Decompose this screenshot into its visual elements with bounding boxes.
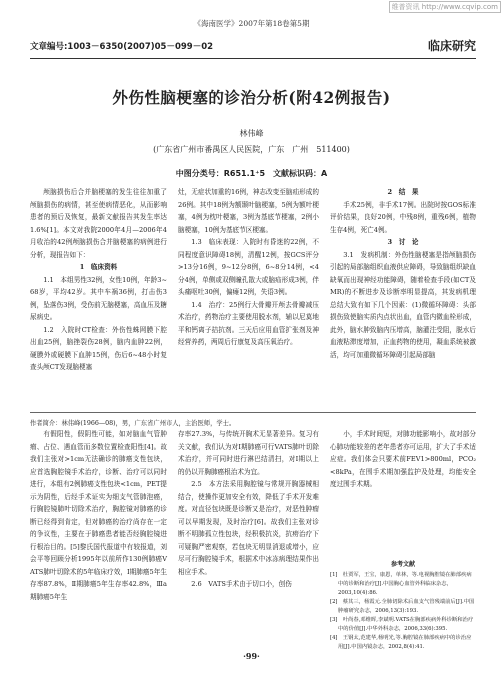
section-label: 临床研究: [427, 39, 476, 53]
paragraph: 有假阳性，假阴性可能，如对脑血气管肿瘤、占位、遇血管而多数位置检查阳性[4]。故我们主张对>1cm无法确诊的肺癌支性包块，应首选胸腔镜手术治疗，诊断、治疗可以同时进行，本组有2例肺癌支性包块<1cm，PET提示为阴性，后经手术证实为细支气管肺泡癌，行胸腔镜肺叶切除术治疗，胸腔镜对肺癌的诊断已经得到肯定，但对肺癌的治疗尚存在一定的争议性，主要在于肺癌患者能否经胸腔镜进行根治目的。[5]黎氏国代报道中有较报道，刘会平等回顾分析1995年以前所作130例肺癌VATS肺叶切除术的5年临床疗效，Ⅰ期肺癌5年生存率87.8%，Ⅱ期肺癌5年生存率42.8%，Ⅲa期肺癌5年生: [30, 430, 167, 601]
reference-item: [1] 杜贾军，王宝，康恩，单林，等.电视胸腔镜在肺部疾病中的诊断和治疗[J].中国胸心血管外科临床杂志，2003,10(4):86.: [330, 572, 472, 596]
references-heading: 参考文献: [390, 561, 415, 568]
author-name: 林伟峰: [239, 129, 264, 138]
reference-item: [3] 叶尚春,邓维晖,李斌明.VATS在胸部疾病外科诊断和治疗中的价值[J].中华外科杂志，2006,33(6):395.: [330, 617, 474, 632]
paragraph: 1.2 入院时CT检查：外伤性蛛网膜下腔出血25例，脑挫裂伤28例，脑内血肿22例，硬膜外或硬膜下血肿15例，伤后6~48小时复查头颅CT发现脑梗塞: [30, 325, 167, 371]
continued-column-3: [330, 428, 476, 491]
author-note: 作者简介：林伟峰(1966—08)，男，广东省广州市人，主治医师，学士。: [30, 420, 236, 427]
paragraph: 灶，无症状加重的16例，神志改变至脑疝形成的26例。其中18例为额颞叶脑梗塞，5例为额叶梗塞，4例为枕叶梗塞，3例为基底节梗塞，2例小脑梗塞，10例为基底节区梗塞。: [178, 188, 319, 234]
watermark-stamp: 维普资讯 http://www.cqvip.com: [389, 1, 501, 13]
paragraph: 颅脑损伤后合并脑梗塞的发生往往加重了颅脑损伤的病情，甚至使病情恶化，从而影响患者的预后及恢复，最新文献报告其发生率达1.6%[1]。本文对我院2000年4月—2006年4月收治的42例颅脑损伤合并脑梗塞的病例进行分析，现报告如下：: [30, 188, 167, 259]
body-column-2: [178, 186, 319, 349]
paragraph: 3.1 发病机制：外伤性脑梗塞是指颅脑损伤引起的局部脑组织血液供应障碍，导致脑组织缺血缺氧而出现神经功能障碍，随着检查手段(如CT及MR)的不断进步及诊断率明显提高，其发病机理总结大致有如下几个因素：(1)微循环障碍：头部损伤致使脑实质内点状出血，血管内微血栓形成，此外，脑水肿致脑内压增高，脑灌注受阻，脱水后血液粘滞度增加，正血药物的使用，凝血系统被激活，均可加重微循环障碍引起局部脑: [330, 250, 476, 359]
page-number: ·99·: [243, 651, 260, 661]
section-heading: 2 结 果: [387, 188, 419, 196]
header-rule: [30, 58, 476, 59]
paragraph: 手术25例，非手术17例。出院时按GOS标准评价结果，良好20例，中残8例，重残6例，植物生存4例，死亡4例。: [330, 200, 476, 234]
body-column-3: [330, 186, 476, 361]
continued-column-1: [30, 428, 167, 603]
paragraph: 存率27.3%，与传统开胸术无显著差异。复习有关文献，我们认为对Ⅰ期肺癌可行VATS肺叶切除术治疗，并可同时进行淋巴结清扫，对Ⅰ期以上的仍以开胸肺癌根治术为宜。: [178, 430, 319, 476]
article-title: 外伤性脑梗塞的诊治分析(附42例报告): [112, 88, 391, 107]
journal-header: 《海南医学》2007年第18卷第5期: [193, 19, 310, 28]
footnote-rule: [30, 412, 476, 413]
references: [330, 560, 476, 652]
paragraph: 1.1 本组男性32例，女性10例，年龄3~68岁，平均42岁。其中车祸36例，打击伤3例，坠落伤3例，受伤前无脑梗塞，高血压及糖尿病史。: [30, 275, 167, 321]
paragraph: 小，手术时间短，对肺功能影响小，故对部分心肺功能较差的老年患者亦可运用，扩大了手术适应症。我们体会只要术前FEV1>800ml，PCO₂<8kPa，在围手术期加强监护及处理，均能安全度过围手术期。: [330, 430, 476, 488]
continued-column-2: [178, 428, 319, 591]
paragraph: 1.4 治疗：25例行大骨瓣开颅去骨瓣减压术治疗，药物治疗主要使用脱水剂，辅以尼莫地平和钙离子拮抗剂。三天后应用血管扩张剂及神经营养药，两周后行康复及高压氧治疗。: [178, 300, 319, 346]
section-heading: 3 讨 论: [387, 238, 419, 246]
author-affiliation: (广东省广州市番禺区人民医院，广东 广州 511400): [153, 145, 350, 154]
article-number: 文章编号:1003－6350(2007)05－099－02: [30, 42, 214, 52]
reference-item: [2] 蔡其三，杨霞元.全肺切除术后血支气管残端前后[J].中国肿瘤研究杂志，2006,13(3):193.: [330, 599, 475, 614]
paragraph: 2.6 VATS手术由于切口小，创伤: [191, 580, 292, 588]
paragraph: 1.3 临床表现：入院时有昏迷的22例，不同程度意识障碍18例，清醒12例，按GCS评分>13分16例，9~12分8例，6~8分14例，<4分4例，单侧或双侧瞳孔散大或脑疝形成3例，伴头痛呕吐30例，偏瘫12例，失语3例。: [178, 238, 319, 296]
section-heading: 1 临床资料: [79, 263, 118, 271]
paragraph: 2.5 本方法采用胸腔镜与常规开胸器械相结合，使操作更加安全有效，降低了手术开发难度。对直径包块既是诊断又是治疗，对恶性肿瘤可以早期发现，及时治疗[6]。故我们主张对诊断不明肺孤立性包块，经积极抗炎，抗痨治疗下可疑胸严密观察，若包块无明显消退或增小，应尽可行胸腔镜手术，根据术中冰冻病理结果作出相应手术。: [178, 480, 319, 576]
classification-line: 中图分类号：R651.1⁺5 文献标识码：A: [175, 169, 328, 178]
body-column-1: [30, 186, 167, 374]
reference-item: [4] 王钢太,范建华,杨明光,等.胸腔镜在肺部疾病中的诊治应用[J].中国内镜杂志，2002,8(4):41.: [330, 635, 472, 650]
